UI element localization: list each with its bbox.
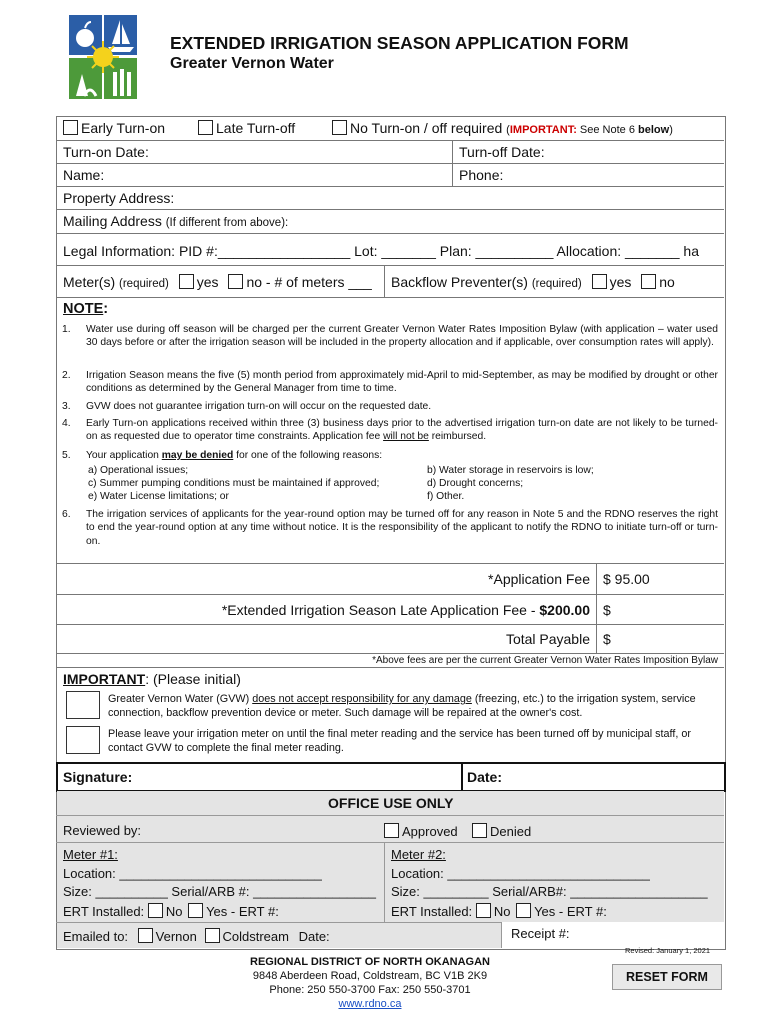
late-fee-label: *Extended Irrigation Season Late Application Fee - $200.00 — [221, 602, 590, 618]
meters-field: Meter(s) (required) yes no - # of meters ___ — [63, 274, 372, 290]
meter1-location[interactable]: Location: ____________________________ — [63, 866, 322, 881]
reason-item: c) Summer pumping conditions must be maintained if approved; — [88, 478, 380, 489]
important-heading: IMPORTANT: (Please initial) — [63, 671, 241, 687]
meter2-ert-no-checkbox[interactable] — [476, 903, 491, 918]
org-website-link[interactable]: www.rdno.ca — [338, 998, 402, 1010]
phone-field[interactable]: Phone: — [459, 167, 504, 183]
early-turnon-checkbox[interactable] — [63, 120, 78, 135]
notes-list: 1. Water use during off season will be charged per the current Greater Vernon Water Rates Imposition Bylaw (with application – water used 30 days before or after the irrigation season will be included in the property allocation and if applicable, over consumption rates will apply). 2. Irrigation Season means the five (5) month period from approximately mid-April to mid-September, as may be modified by drought or other conditions as determined by the General Manager from time to time. 3. GVW does not guarantee irrigation turn-on will occur on the requested date. 4. Early Turn-on applications received within three (3) business days prior to the advertised irrigation turn-on date are not likely to be turned-on as requested due to operator time constraints. Application fee will not be reimbursed. 5. Your application may be denied for one of the following reasons: a) Operational issues; c) Summer pumping conditions must be maintained if approved; e) Water License limitations; or b) Water storage in reservoirs is low; d) Drought concerns; f) Other. 6. The irrigation services of applicants for the year-round option may be turned off for any reason in Note 5 and the RDNO reserves the right to end the year-round option at any time without notice. It is the responsibility of the applicant to notify the RDNO to initiate turn-off or turn-on. — [62, 324, 718, 547]
meter2-location[interactable]: Location: ____________________________ — [391, 866, 650, 881]
late-turnoff-option[interactable]: Late Turn-off — [198, 120, 295, 136]
late-fee-value[interactable]: $ — [603, 602, 611, 618]
logo-graphic — [68, 14, 138, 100]
emailed-to-field: Emailed to: Vernon Coldstream Date: — [63, 929, 330, 944]
important-note-ref: (IMPORTANT: See Note 6 below) — [506, 124, 673, 136]
footer-contact — [220, 955, 520, 1011]
meters-yes-checkbox[interactable] — [179, 274, 194, 289]
meter2-size[interactable]: Size: _________ Serial/ARB#: ___________________ — [391, 884, 708, 899]
coldstream-checkbox[interactable] — [205, 928, 220, 943]
reason-item: a) Operational issues; — [88, 465, 189, 476]
application-fee-label: *Application Fee — [488, 571, 590, 587]
fees-footnote: *Above fees are per the current Greater Vernon Water Rates Imposition Bylaw — [372, 655, 718, 666]
backflow-field: Backflow Preventer(s) (required) yes no — [391, 274, 675, 290]
form-title: EXTENDED IRRIGATION SEASON APPLICATION FORM — [170, 33, 629, 53]
initial-box-damage[interactable] — [66, 691, 100, 719]
name-field[interactable]: Name: — [63, 167, 105, 183]
early-turnon-option[interactable]: Early Turn-on — [63, 120, 165, 136]
approved-option[interactable]: Approved — [384, 823, 458, 839]
meter1-label: Meter #1: — [63, 847, 118, 862]
important-meter-text: Please leave your irrigation meter on until the final meter reading and the service has been turned off by municipal staff, or contact GVW to complete the final meter reading. — [108, 728, 691, 754]
reviewed-by-field[interactable]: Reviewed by: — [63, 823, 142, 838]
vernon-checkbox[interactable] — [138, 928, 153, 943]
total-payable-value[interactable]: $ — [603, 631, 611, 647]
rdno-logo — [68, 14, 138, 100]
meter2-ert: ERT Installed: No Yes - ERT #: — [391, 904, 607, 919]
no-turnon-checkbox[interactable] — [332, 120, 347, 135]
meter1-size[interactable]: Size: __________ Serial/ARB #: _________________ — [63, 884, 376, 899]
meter1-ert-yes-checkbox[interactable] — [188, 903, 203, 918]
reason-item: e) Water License limitations; or — [88, 491, 229, 502]
notes-heading: NOTE: — [63, 301, 109, 317]
backflow-no-checkbox[interactable] — [641, 274, 656, 289]
approved-checkbox[interactable] — [384, 823, 399, 838]
signature-field[interactable]: Signature: — [63, 769, 133, 785]
turnon-date-field[interactable]: Turn-on Date: — [63, 144, 149, 160]
form-subtitle: Greater Vernon Water — [170, 55, 334, 72]
meter2-ert-yes-checkbox[interactable] — [516, 903, 531, 918]
reason-item: f) Other. — [427, 491, 465, 502]
no-turnon-option[interactable]: No Turn-on / off required (IMPORTANT: See Note 6 below) — [332, 120, 673, 136]
signature-row — [56, 762, 726, 792]
org-phone: Phone: 250 550-3700 Fax: 250 550-3701 — [269, 984, 471, 996]
meter2-label: Meter #2: — [391, 847, 446, 862]
meters-no-checkbox[interactable] — [228, 274, 243, 289]
turnoff-date-field[interactable]: Turn-off Date: — [459, 144, 545, 160]
mailing-address-field[interactable]: Mailing Address (If different from above): — [63, 213, 289, 229]
org-name: REGIONAL DISTRICT OF NORTH OKANAGAN — [250, 956, 490, 968]
org-address: 9848 Aberdeen Road, Coldstream, BC V1B 2K9 — [252, 970, 488, 982]
property-address-field[interactable]: Property Address: — [63, 190, 175, 206]
initial-box-meter[interactable] — [66, 726, 100, 754]
denied-checkbox[interactable] — [472, 823, 487, 838]
legal-information-field[interactable]: Legal Information: PID #:_________________ Lot: _______ Plan: __________ Allocation: _______ ha — [63, 243, 699, 259]
reset-form-button[interactable]: RESET FORM — [612, 964, 722, 990]
signature-date-field[interactable]: Date: — [467, 769, 503, 785]
reason-item: b) Water storage in reservoirs is low; — [427, 465, 594, 476]
denied-option[interactable]: Denied — [472, 823, 531, 839]
revised-date: Revised: January 1, 2021 — [625, 946, 711, 955]
office-use-title: OFFICE USE ONLY — [328, 795, 454, 811]
reason-item: d) Drought concerns; — [427, 478, 524, 489]
receipt-field: Receipt #: — [511, 926, 570, 941]
total-payable-label: Total Payable — [505, 631, 590, 647]
meter1-ert-no-checkbox[interactable] — [148, 903, 163, 918]
meter1-ert: ERT Installed: No Yes - ERT #: — [63, 904, 279, 919]
emailed-date-field[interactable]: Date: — [298, 929, 330, 944]
important-damage-text: Greater Vernon Water (GVW) does not accept responsibility for any damage (freezing, etc.) to the irrigation system, service connection, backflow prevention device or meter. Such damage will be repaired at the owner's cost. — [108, 693, 696, 719]
backflow-yes-checkbox[interactable] — [592, 274, 607, 289]
late-turnoff-checkbox[interactable] — [198, 120, 213, 135]
application-fee-value: $ 95.00 — [603, 571, 650, 587]
